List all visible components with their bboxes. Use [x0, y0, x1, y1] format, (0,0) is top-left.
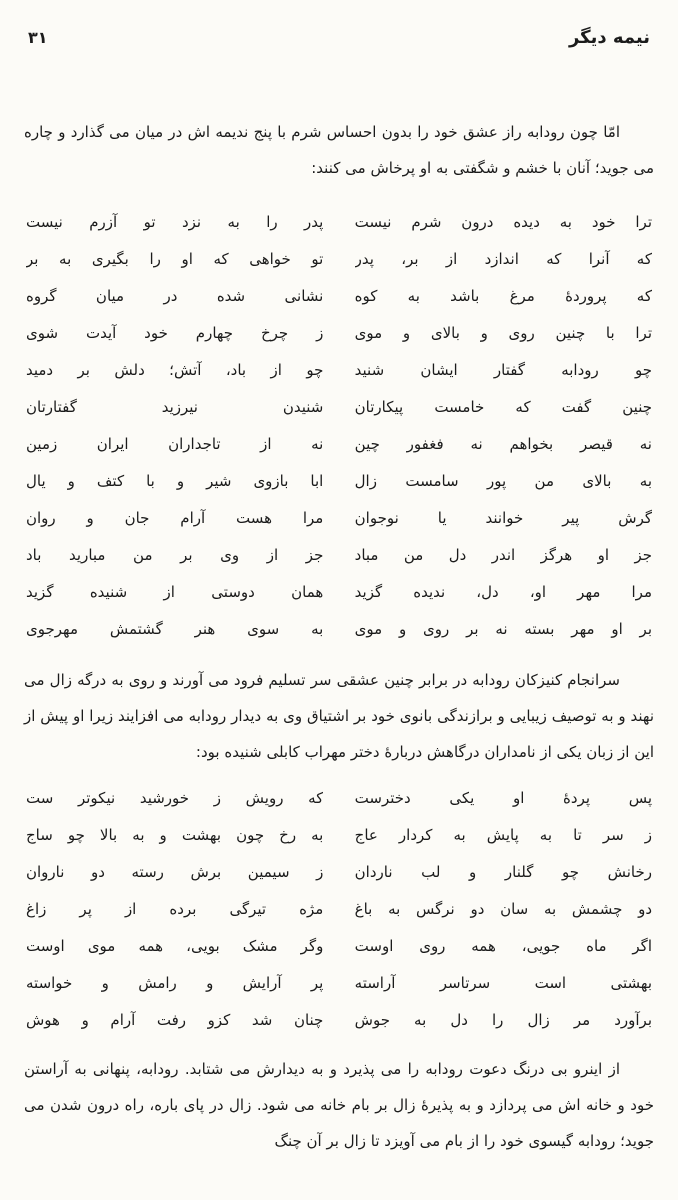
verse-line	[26, 817, 652, 854]
hemistich-second: چنان شد کزو رفت آرام و هوش	[26, 1011, 324, 1029]
hemistich-second: که رویش ز خورشید نیکوتر ست	[26, 789, 324, 807]
hemistich-second: همان دوستی از شنیده گزید	[26, 583, 324, 601]
hemistich-second: به سوی هنر گشتمش مهرجوی	[26, 620, 324, 638]
hemistich-second: جز از وی بر من مبارید باد	[26, 546, 324, 564]
hemistich-first: بر او مهر بسته نه بر روی و موی	[354, 620, 652, 638]
verse-line	[26, 426, 652, 463]
verse-line	[26, 500, 652, 537]
page-number: ۳۱	[28, 28, 48, 47]
hemistich-first: بهشتی است سرتاسر آراسته	[354, 974, 652, 992]
hemistich-first: جز او هرگز اندر دل من مباد	[354, 546, 652, 564]
verse-line	[26, 928, 652, 965]
verse-line	[26, 854, 652, 891]
hemistich-first: چنین گفت که خامست پیکارتان	[354, 398, 652, 416]
verse-line	[26, 537, 652, 574]
page-header	[24, 26, 654, 50]
hemistich-first: ز سر تا به پایش به کردار عاج	[354, 826, 652, 844]
verse-line	[26, 1002, 652, 1039]
verse-line	[26, 780, 652, 817]
middle-paragraph: سرانجام کنیزکان رودابه در برابر چنین عشقی سر تسلیم فرود می آورند و روی به درگه زال می نهند و به توصیف زیبایی و برازندگی بانوی خود بر اشتیاق وی به دیدار رودابه می افزایند زیرا او پیش از این از زبان یکی از نامداران درگاهش دربارهٔ دختر مهراب کابلی شنیده بود:	[24, 671, 654, 761]
hemistich-second: پدر را به نزد تو آزرم نیست	[26, 213, 324, 231]
book-title: نیمه دیگر	[568, 27, 650, 48]
hemistich-second: مرا هست آرام جان و روان	[26, 509, 324, 527]
hemistich-first: ترا خود به دیده درون شرم نیست	[354, 213, 652, 231]
hemistich-second: نه از تاجداران ایران زمین	[26, 435, 324, 453]
hemistich-first: به بالای من پور سامست زال	[354, 472, 652, 490]
hemistich-second: وگر مشک بویی، همه موی اوست	[26, 937, 324, 955]
verse-line	[26, 891, 652, 928]
hemistich-second: نشانی شده در میان گروه	[26, 287, 324, 305]
hemistich-first: که آنرا که اندازد از بر، پدر	[354, 250, 652, 268]
verse-line	[26, 389, 652, 426]
hemistich-first: نه قیصر بخواهم نه فغفور چین	[354, 435, 652, 453]
hemistich-first: پس پردهٔ او یکی دخترست	[354, 789, 652, 807]
verse-line	[26, 574, 652, 611]
closing-paragraph: از اینرو بی درنگ دعوت رودابه را می پذیرد و به دیدارش می شتابد. رودابه، پنهانی به آراستن خود و خانه اش می پردازد و به پذیرهٔ زال بر بام خانه می شود. زال در پای باره، راه درون شدن می جوید؛ رودابه گیسوی خود را از بام می آویزد تا زال بر آن چنگ	[24, 1060, 654, 1150]
hemistich-first: رخانش چو گلنار و لب ناردان	[354, 863, 652, 881]
verse-line	[26, 278, 652, 315]
hemistich-first: برآورد مر زال را دل به جوش	[354, 1011, 652, 1029]
hemistich-second: تو خواهی که او را بگیری به بر	[26, 250, 324, 268]
hemistich-second: چو از باد، آتش؛ دلش بر دمید	[26, 361, 324, 379]
verse-line	[26, 965, 652, 1002]
hemistich-second: ز سیمین برش رسته دو ناروان	[26, 863, 324, 881]
hemistich-first: ترا با چنین روی و بالای و موی	[354, 324, 652, 342]
hemistich-second: شنیدن نیرزید گفتارتان	[26, 398, 324, 416]
hemistich-second: به رخ چون بهشت و به بالا چو ساج	[26, 826, 324, 844]
hemistich-first: چو رودابه گفتار ایشان شنید	[354, 361, 652, 379]
intro-paragraph: امّا چون رودابه راز عشق خود را بدون احساس شرم با پنج ندیمه اش در میان می گذارد و چاره می جوید؛ آنان با خشم و شگفتی به او پرخاش می کنند:	[24, 123, 654, 177]
verse-line	[26, 463, 652, 500]
poem-block-1	[26, 204, 652, 648]
hemistich-second: ابا بازوی شیر و با کتف و یال	[26, 472, 324, 490]
hemistich-second: ز چرخ چهارم خود آیدت شوی	[26, 324, 324, 342]
verse-line	[26, 315, 652, 352]
verse-line	[26, 241, 652, 278]
hemistich-first: اگر ماه جویی، همه روی اوست	[354, 937, 652, 955]
verse-line	[26, 204, 652, 241]
hemistich-second: پر آرایش و رامش و خواسته	[26, 974, 324, 992]
hemistich-second: مژه تیرگی برده از پر زاغ	[26, 900, 324, 918]
hemistich-first: گرش پیر خوانند یا نوجوان	[354, 509, 652, 527]
verse-line	[26, 611, 652, 648]
poem-block-2	[26, 780, 652, 1039]
hemistich-first: که پروردهٔ مرغ باشد به کوه	[354, 287, 652, 305]
hemistich-first: دو چشمش به سان دو نرگس به باغ	[354, 900, 652, 918]
hemistich-first: مرا مهر او، دل، ندیده گزید	[354, 583, 652, 601]
verse-line	[26, 352, 652, 389]
